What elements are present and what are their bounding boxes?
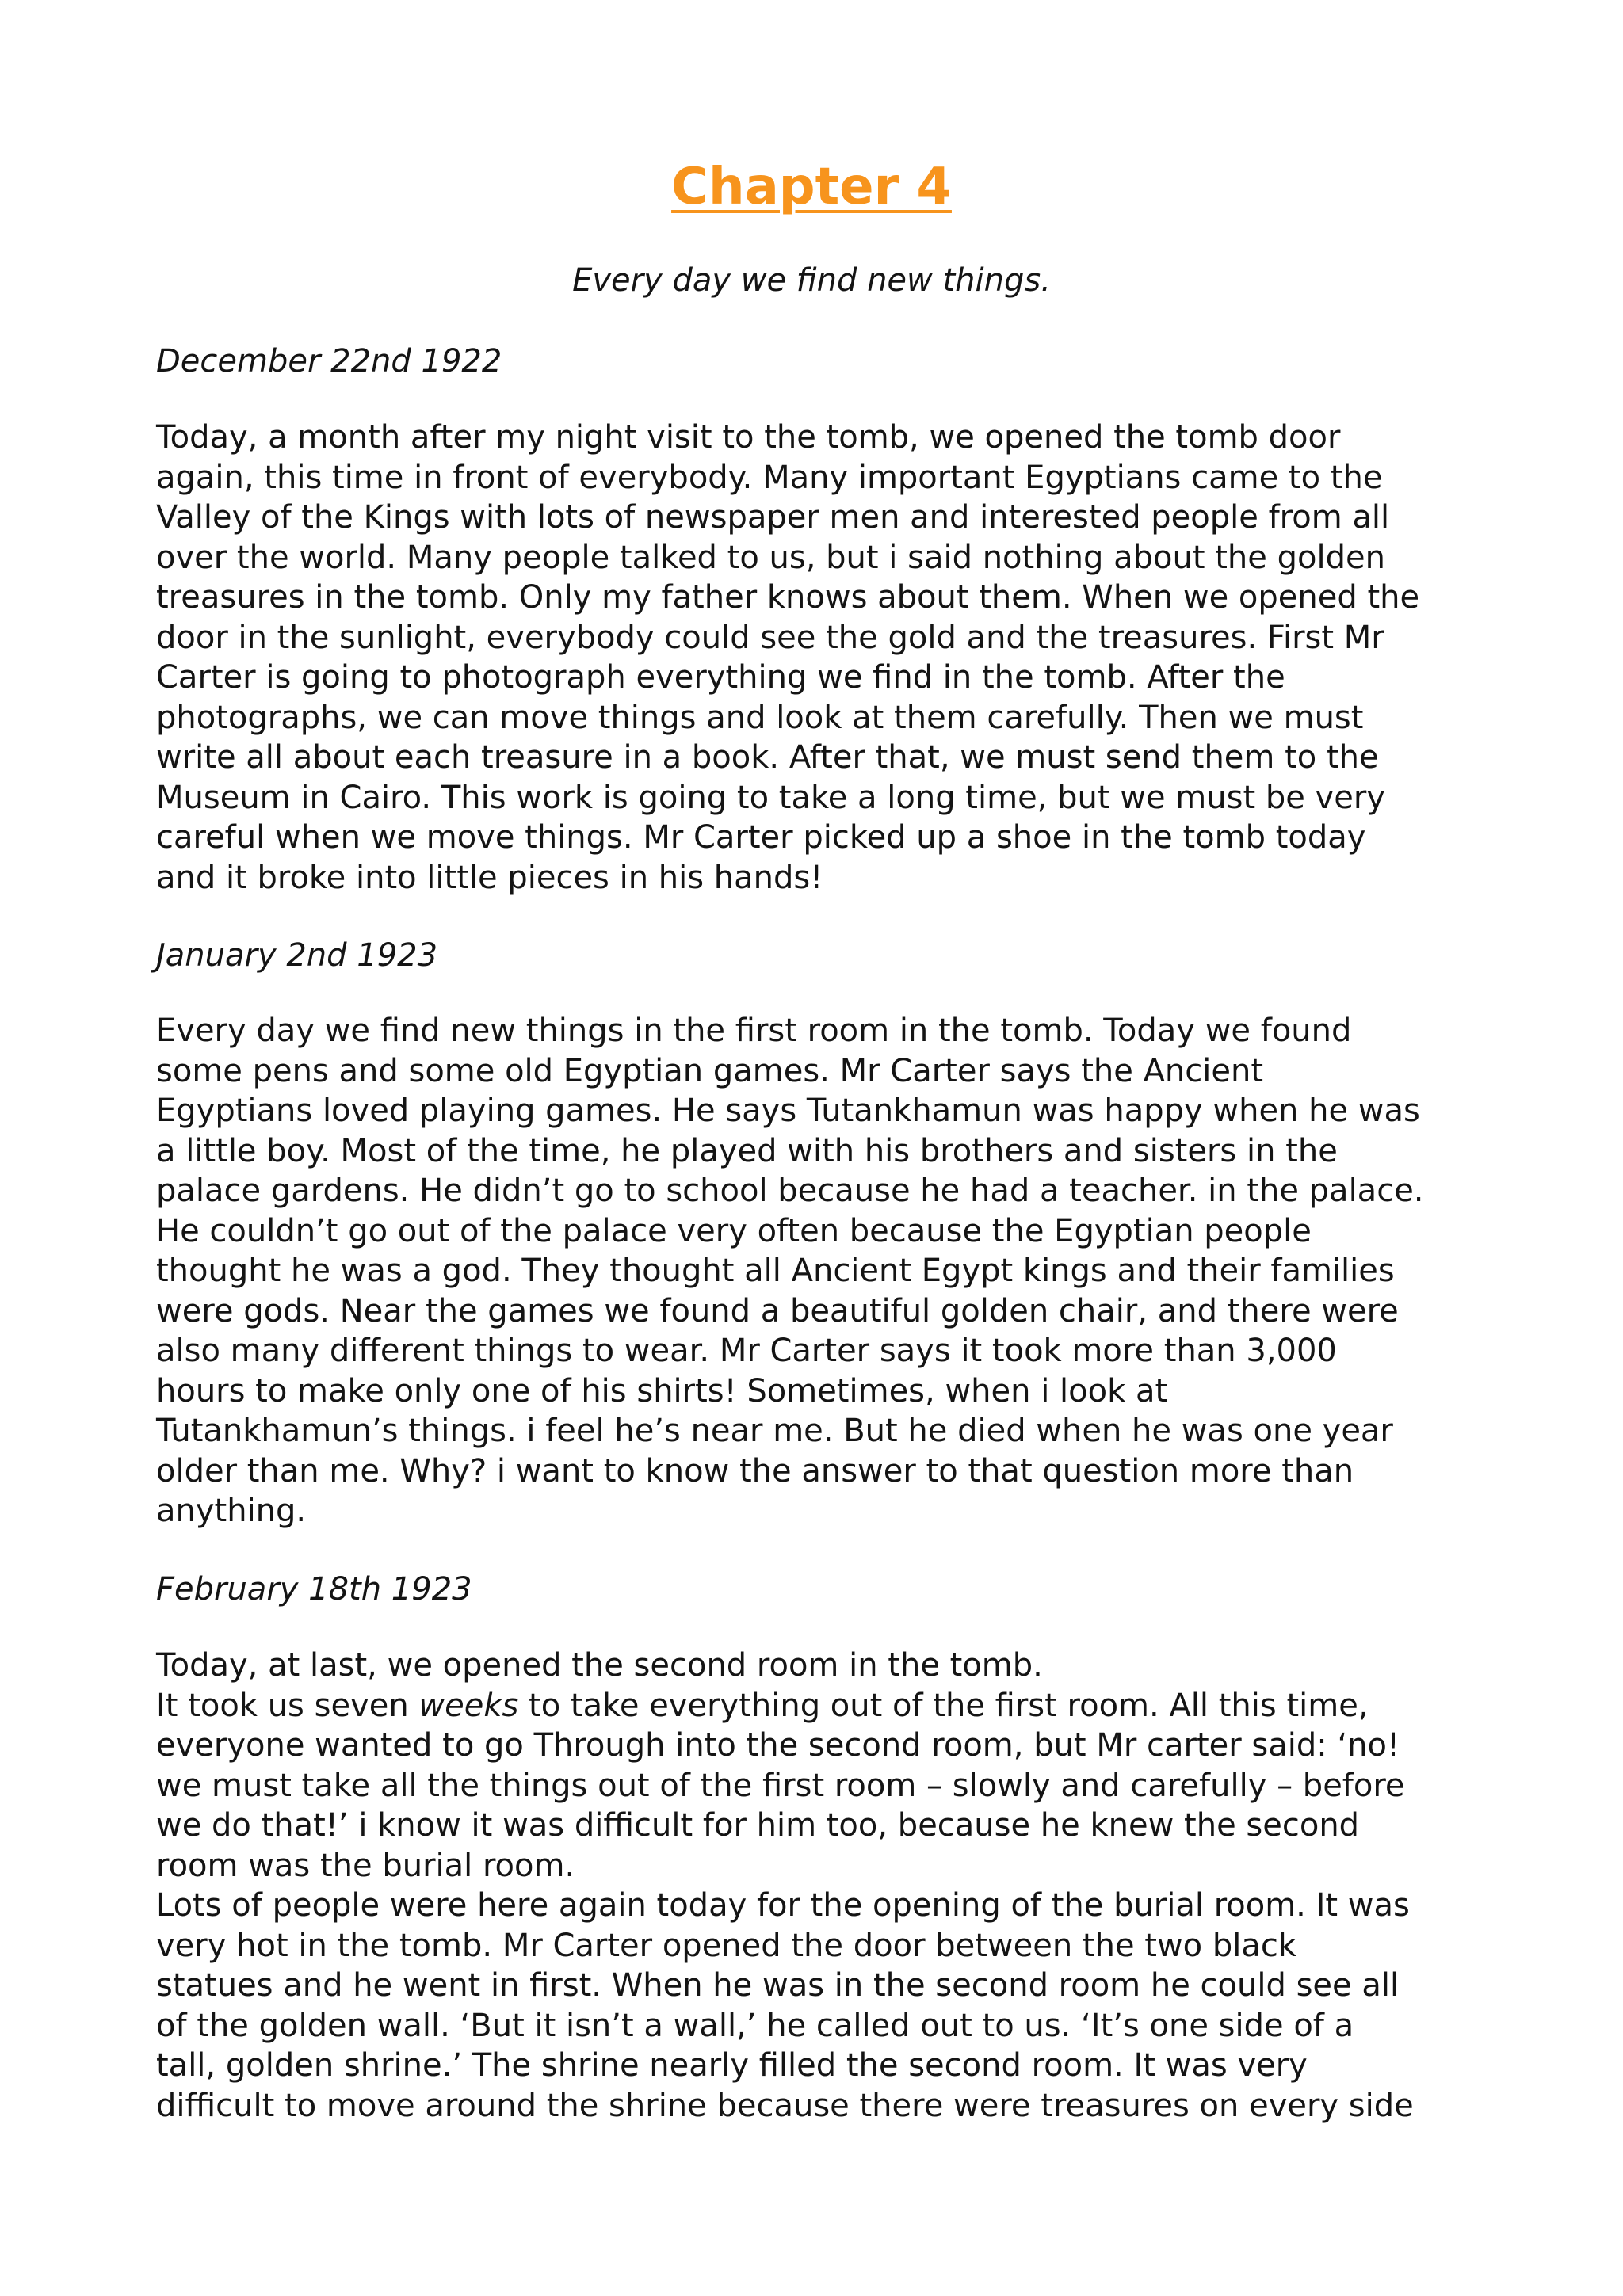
paragraph-line: palace gardens. He didn’t go to school because he had a teacher. in the palace. — [156, 1173, 1424, 1209]
paragraph-line: statues and he went in first. When he was in the second room he could see all — [156, 1967, 1400, 2004]
paragraph-line: Every day we find new things in the first room in the tomb. Today we found — [156, 1013, 1352, 1049]
paragraph-line: Today, a month after my night visit to the tomb, we opened the tomb door — [156, 419, 1341, 456]
paragraph-line: room was the burial room. — [156, 1847, 575, 1884]
entry-paragraph — [156, 1011, 1503, 1531]
paragraph-line: write all about each treasure in a book. After that, we must send them to the — [156, 739, 1379, 776]
paragraph-line: some pens and some old Egyptian games. Mr Carter says the Ancient — [156, 1052, 1264, 1089]
paragraph-line: tall, golden shrine.’ The shrine nearly filled the second room. It was very — [156, 2047, 1308, 2084]
chapter-subtitle: Every day we find new things. — [572, 262, 1051, 299]
paragraph-line: Today, at last, we opened the second room in the tomb. — [156, 1647, 1043, 1684]
paragraph-line: Valley of the Kings with lots of newspaper men and interested people from all — [156, 499, 1390, 536]
emphasized-word: weeks — [418, 1687, 519, 1724]
chapter-title-text: Chapter 4 — [671, 158, 952, 216]
paragraph-line: Egyptians loved playing games. He says Tutankhamun was happy when he was — [156, 1093, 1420, 1129]
entry-paragraph — [156, 418, 1503, 898]
paragraph-line: were gods. Near the games we found a beautiful golden chair, and there were — [156, 1292, 1399, 1329]
paragraph-line-with-emphasis — [156, 1686, 1503, 1726]
paragraph-line: hours to make only one of his shirts! Sometimes, when i look at — [156, 1372, 1168, 1409]
paragraph-line: photographs, we can move things and look at them carefully. Then we must — [156, 699, 1364, 736]
entry-date: December 22nd 1922 — [156, 343, 502, 379]
paragraph-line: anything. — [156, 1493, 307, 1529]
paragraph-line: Carter is going to photograph everything we find in the tomb. After the — [156, 659, 1285, 696]
paragraph-line: Tutankhamun’s things. i feel he’s near me. But he died when he was one year — [156, 1413, 1393, 1449]
paragraph-line: everyone wanted to go Through into the second room, but Mr carter said: ‘no! — [156, 1727, 1400, 1764]
paragraph-line: we must take all the things out of the first room – slowly and carefully – before — [156, 1767, 1405, 1804]
paragraph-line: door in the sunlight, everybody could see the gold and the treasures. First Mr — [156, 619, 1384, 656]
line-text-after: to take everything out of the first room. All this time, — [518, 1687, 1369, 1724]
paragraph-line: thought he was a god. They thought all Ancient Egypt kings and their families — [156, 1253, 1395, 1289]
line-text-before: It took us seven — [156, 1687, 419, 1724]
paragraph-line: difficult to move around the shrine because there were treasures on every side — [156, 2087, 1414, 2124]
paragraph-line: Museum in Cairo. This work is going to take a long time, but we must be very — [156, 779, 1385, 816]
paragraph-line: and it broke into little pieces in his hands! — [156, 859, 823, 896]
paragraph-line: a little boy. Most of the time, he played with his brothers and sisters in the — [156, 1132, 1338, 1169]
paragraph-line: also many different things to wear. Mr Carter says it took more than 3,000 — [156, 1333, 1337, 1369]
entry-paragraph — [156, 1646, 1503, 2126]
paragraph-line: Lots of people were here again today for the opening of the burial room. It was — [156, 1887, 1410, 1924]
paragraph-line: we do that!’ i know it was difficult for him too, because he knew the second — [156, 1807, 1360, 1844]
paragraph-line: careful when we move things. Mr Carter picked up a shoe in the tomb today — [156, 819, 1366, 856]
entry-date: January 2nd 1923 — [156, 937, 438, 974]
paragraph-line: very hot in the tomb. Mr Carter opened the door between the two black — [156, 1927, 1297, 1964]
paragraph-line: again, this time in front of everybody. Many important Egyptians came to the — [156, 459, 1383, 496]
paragraph-line: over the world. Many people talked to us, but i said nothing about the golden — [156, 539, 1385, 576]
chapter-title — [0, 155, 1623, 219]
entry-date: February 18th 1923 — [156, 1571, 472, 1608]
paragraph-line: He couldn’t go out of the palace very often because the Egyptian people — [156, 1212, 1312, 1249]
paragraph-line: older than me. Why? i want to know the answer to that question more than — [156, 1452, 1354, 1489]
paragraph-line: treasures in the tomb. Only my father knows about them. When we opened the — [156, 579, 1420, 616]
paragraph-line: of the golden wall. ‘But it isn’t a wall,’ he called out to us. ‘It’s one side of a — [156, 2007, 1354, 2044]
